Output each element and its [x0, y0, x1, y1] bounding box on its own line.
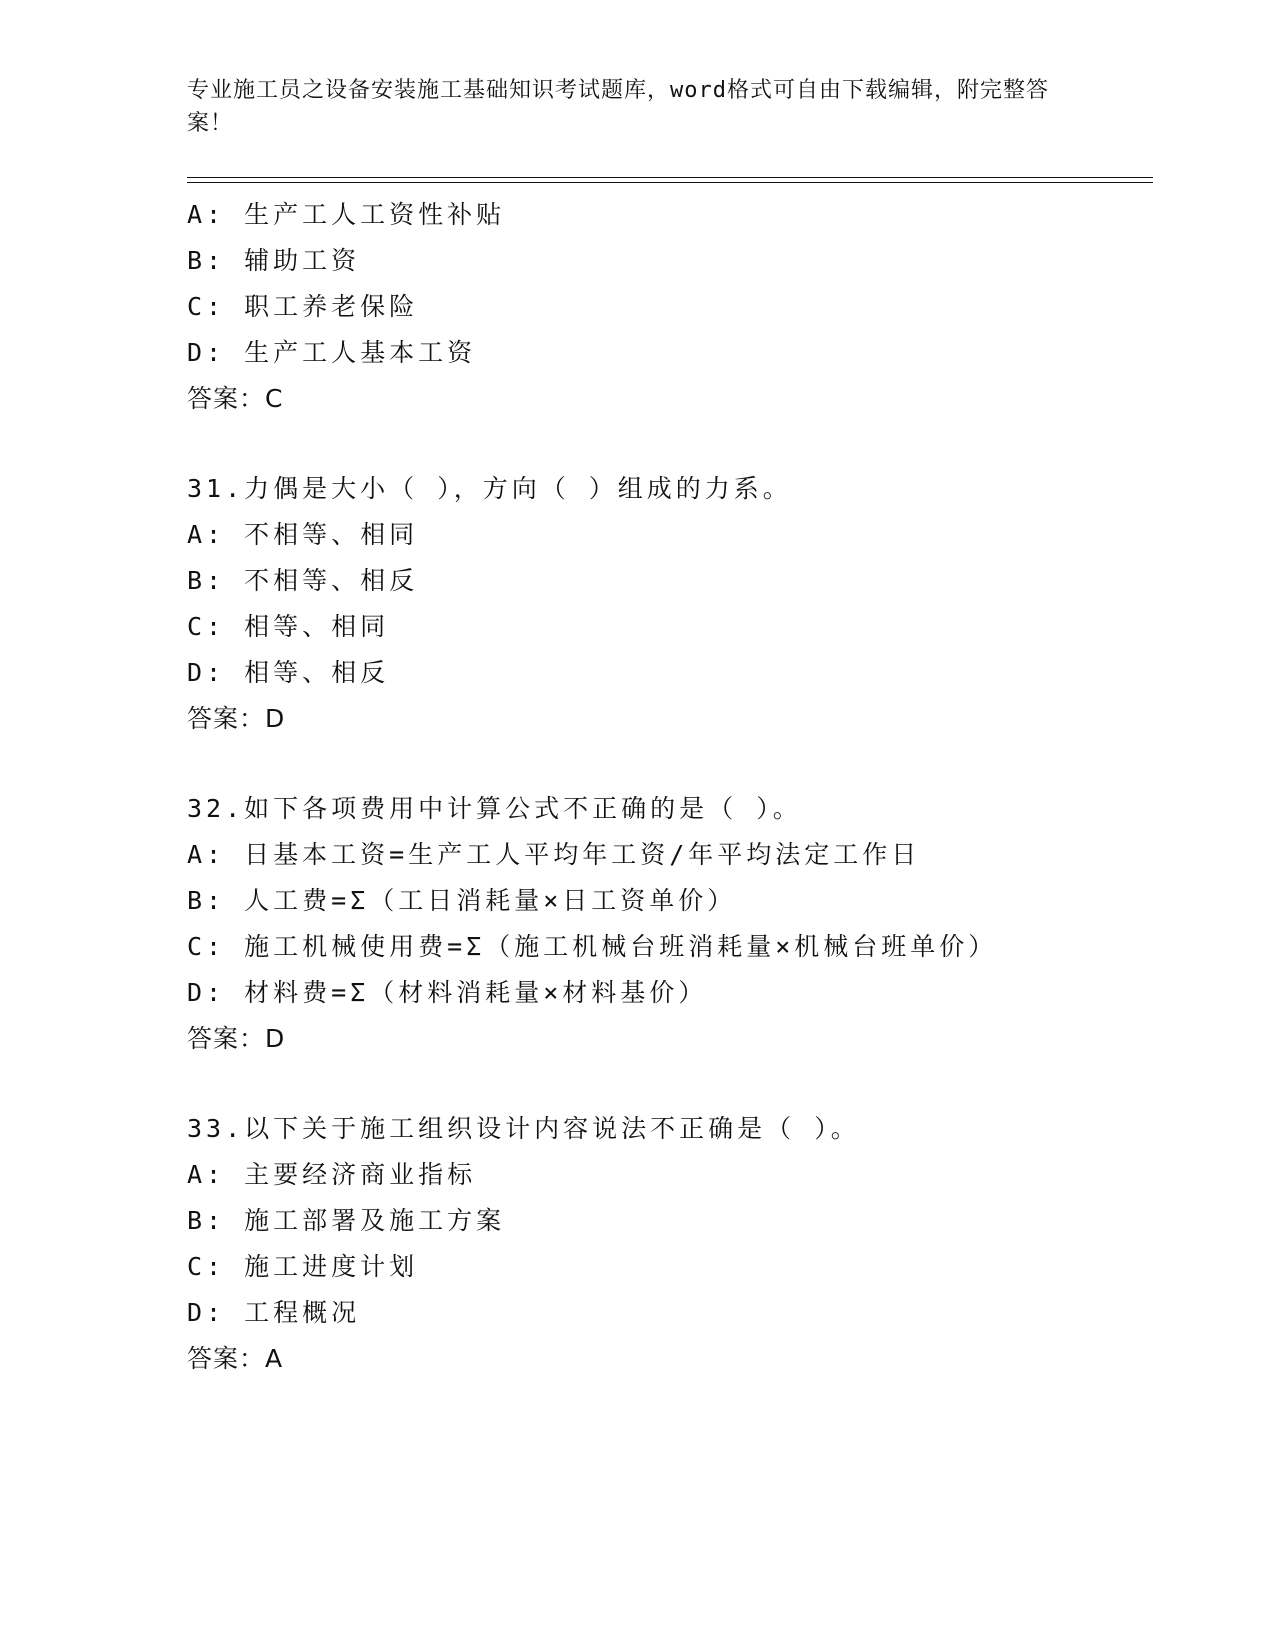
- question-block-31: [187, 466, 1153, 742]
- question-stem: 32.如下各项费用中计算公式不正确的是（ ）。: [187, 794, 802, 823]
- spacer: [187, 422, 1153, 466]
- question-stem: 33.以下关于施工组织设计内容说法不正确是（ ）。: [187, 1114, 860, 1143]
- option-a: A: 不相等、相同: [187, 520, 419, 549]
- option-b: B: 辅助工资: [187, 246, 361, 275]
- option-d: D: 相等、相反: [187, 658, 390, 687]
- option-c: C: 职工养老保险: [187, 292, 419, 321]
- answer-line: 答案：D: [187, 704, 286, 733]
- option-d: D: 材料费=Σ（材料消耗量×材料基价）: [187, 978, 708, 1007]
- header-divider-bottom: [187, 182, 1153, 183]
- answer-line: 答案：D: [187, 1024, 286, 1053]
- document-header: 专业施工员之设备安装施工基础知识考试题库，word格式可自由下载编辑，附完整答案！: [187, 78, 1049, 136]
- answer-line: 答案：C: [187, 384, 284, 413]
- option-c: C: 施工机械使用费=Σ（施工机械台班消耗量×机械台班单价）: [187, 932, 998, 961]
- option-d: D: 工程概况: [187, 1298, 361, 1327]
- spacer: [187, 1062, 1153, 1106]
- question-block-32: [187, 786, 1153, 1062]
- option-c: C: 施工进度计划: [187, 1252, 419, 1281]
- question-stem: 31.力偶是大小（ ），方向（ ）组成的力系。: [187, 474, 792, 503]
- question-block-33: [187, 1106, 1153, 1382]
- option-a: A: 日基本工资=生产工人平均年工资/年平均法定工作日: [187, 840, 921, 869]
- option-a: A: 生产工人工资性补贴: [187, 200, 506, 229]
- previous-question-block: [187, 192, 1153, 422]
- spacer: [187, 742, 1153, 786]
- header-divider-top: [187, 177, 1153, 178]
- option-b: B: 施工部署及施工方案: [187, 1206, 506, 1235]
- option-b: B: 不相等、相反: [187, 566, 419, 595]
- answer-line: 答案：A: [187, 1344, 284, 1373]
- option-a: A: 主要经济商业指标: [187, 1160, 477, 1189]
- option-d: D: 生产工人基本工资: [187, 338, 477, 367]
- question-content: [187, 192, 1153, 1382]
- option-c: C: 相等、相同: [187, 612, 390, 641]
- option-b: B: 人工费=Σ（工日消耗量×日工资单价）: [187, 886, 737, 915]
